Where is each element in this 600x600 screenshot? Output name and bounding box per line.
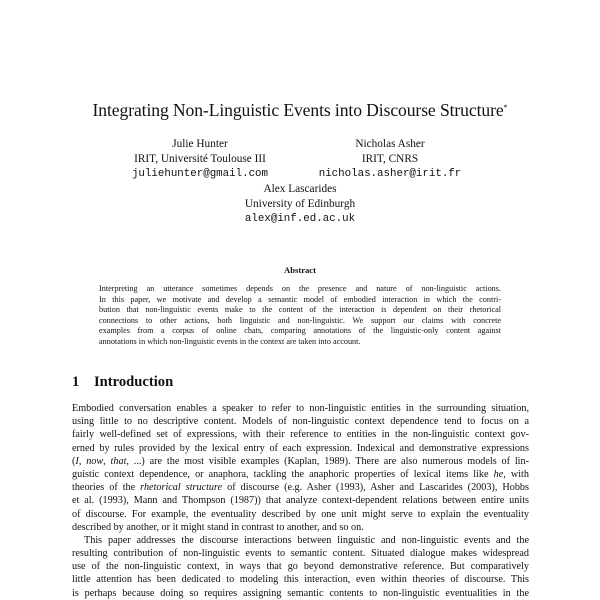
body-line: et al. (1993), Mann and Thompson (1987)) that analyze context-dependent relations between entire units [72,495,529,507]
body-line: resulting contribution of non-linguistic events to semantic content. Situated dialogue makes widespread [72,548,529,560]
author-email: alex@inf.ed.ac.uk [244,213,356,225]
author-name: Julie Hunter [172,138,228,150]
paper-title [0,100,600,120]
body-line: (I, now, that, ...) are the most visible examples (Kaplan, 1989). There are also numerous models of lin- [72,455,529,467]
abstract-heading: Abstract [284,265,316,275]
body-line: Embodied conversation enables a speaker to refer to non-linguistic entities in the surrounding situation, [72,403,529,414]
author-affiliation: IRIT, Université Toulouse III [134,153,266,165]
body-line: little attention has been dedicated to modeling this interaction, even within theories of discourse. This [72,574,529,586]
section-number: 1 [72,374,80,390]
author-block [300,137,480,182]
abstract-line: annotations in which non-linguistic events in the context are taken into account. [99,336,361,346]
section-heading [72,373,528,391]
author-block [110,137,290,182]
body-line: erned by rules provided by the lexical entry of each expression. Indexical and demonstrative expressions [72,442,529,454]
abstract-line: In this paper, we motivate and develop a semantic model of embodied interaction in which the contri- [99,294,501,304]
author-affiliation: University of Edinburgh [244,198,356,210]
abstract-line: bution that non-linguistic events make to the content of the interaction is dependent on their rhetorical [99,305,501,315]
body-line [72,468,529,481]
body-line [72,481,529,494]
author-email: juliehunter@gmail.com [131,168,269,180]
body-line: using little to no descriptive content. Models of non-linguistic context dependence tend to focus on a [72,416,529,428]
body-text-run: , ...) are the most visible examples (Kaplan, 1989). There are also numerous models of lin- [126,455,529,467]
abstract-line: connections to other actions, both linguistic and non-linguistic. We support our claims with concrete [99,315,501,325]
body-text-run: of discourse (e.g. Asher (1993), Asher and Lascarides (2003), Hobbs [222,482,529,494]
body-text [72,402,529,600]
body-text-run: ( [72,455,76,467]
body-line: fairly well-defined set of expressions, with their reference to entities in the non-linguistic context gov- [72,429,529,441]
section-title: Introduction [94,374,174,390]
body-text-run: theories of the [72,482,141,494]
body-text-run: guistic context dependence, or anaphora, tackling the anaphoric properties of lexical items like [72,468,494,480]
body-italic: rhetorical structure [140,482,223,494]
abstract-line: examples from a corpus of online chats, comparing annotations of the linguistic-only content against [99,326,501,336]
body-line: use of the non-linguistic context, in ways that go beyond demonstrative reference. But comparatively [72,561,529,573]
body-line: This paper addresses the discourse interactions between linguistic and non-linguistic events and the [84,534,529,546]
body-italic: he [493,468,504,480]
author-name: Nicholas Asher [355,138,425,150]
body-text-run: , with [503,468,529,480]
author-email: nicholas.asher@irit.fr [318,168,462,180]
paper-title-text: Integrating Non-Linguistic Events into Discourse Structure [92,100,504,120]
body-italic: I [75,455,79,467]
body-italic: that [110,455,127,467]
body-line: described by another, or it might stand in contrast to another, and so on. [72,521,364,533]
abstract-text [99,284,501,348]
body-line: of discourse. For example, the eventuality described by one unit might serve to explain the eventuality [72,508,529,520]
abstract-line: Interpreting an utterance sometimes depends on the presence and nature of non-linguistic actions. [99,284,501,293]
author-name: Alex Lascarides [263,183,337,195]
author-affiliation: IRIT, CNRS [361,153,419,165]
body-line: is perhaps because doing so requires assigning semantic contents to non-linguistic eventualities in the [72,587,529,599]
body-italic: now [86,455,104,467]
title-footnote-mark: * [503,103,508,112]
author-block [210,182,390,227]
